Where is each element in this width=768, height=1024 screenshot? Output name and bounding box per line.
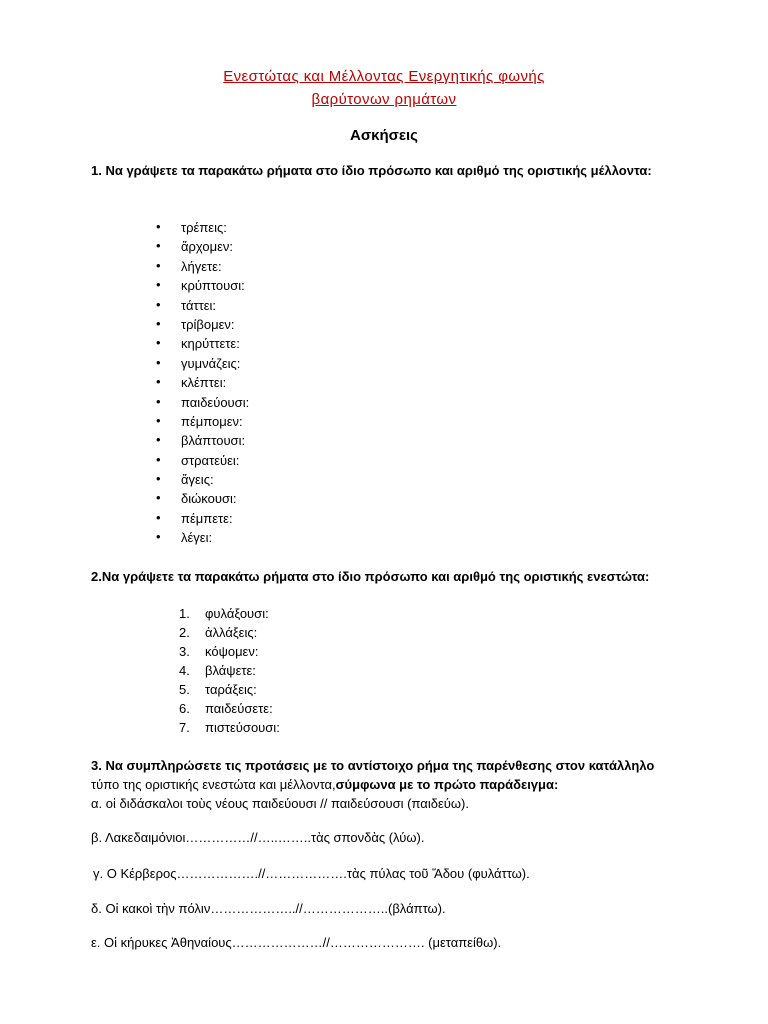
- bullet-icon: •: [156, 509, 161, 525]
- bullet-icon: •: [156, 257, 161, 273]
- exercise-1-instruction: 1. Να γράψετε τα παρακάτω ρήματα στο ίδιο πρόσωπο και αριθμό της οριστικής μέλλοντα:: [91, 163, 652, 178]
- exercise-3-instruction: [91, 757, 731, 794]
- bullet-icon: •: [156, 315, 161, 331]
- item-number: 5.: [179, 682, 190, 697]
- exercise-3-instruction-line-1: 3. Να συμπληρώσετε τις προτάσεις με το αντίστοιχο ρήμα της παρένθεσης στον κατάλληλο: [91, 758, 655, 773]
- bullet-icon: •: [156, 451, 161, 467]
- item-number: 3.: [179, 644, 190, 659]
- bullet-icon: •: [156, 471, 161, 487]
- exercise-3-instruction-line-2: τύπο της οριστικής ενεστώτα και μέλλοντα,: [91, 776, 336, 792]
- bullet-icon: •: [156, 238, 161, 254]
- bullet-icon: •: [156, 296, 161, 312]
- item-number: 7.: [179, 720, 190, 735]
- exercise-3-sentence: β. Λακεδαιμόνιοι……………//…..……..τὰς σπονδὰς (λύω).: [91, 830, 425, 845]
- item-number: 1.: [179, 606, 190, 621]
- exercise-3-sentence: γ. Ο Κέρβερος……………….//……………….τὰς πύλας τοῦ Ἅδου (φυλάττω).: [93, 866, 530, 881]
- bullet-icon: •: [156, 354, 161, 370]
- bullet-icon: •: [156, 219, 161, 234]
- bullet-icon: •: [156, 393, 161, 409]
- bullet-icon: •: [156, 335, 161, 351]
- bullet-icon: •: [156, 490, 161, 506]
- exercise-2-instruction: 2.Να γράψετε τα παρακάτω ρήματα στο ίδιο πρόσωπο και αριθμό της οριστικής ενεστώτα:: [91, 569, 650, 584]
- exercise-3-sentence: ε. Οἱ κήρυκες Ἀθηναίους…………………//…………………. (μεταπείθω).: [91, 935, 502, 950]
- exercise-3-instruction-emphasis: σύμφωνα με το πρώτο παράδειγμα:: [335, 776, 559, 792]
- document-title-line-1: Ενεστώτας και Μέλλοντας Ενεργητικής φωνής: [223, 68, 545, 85]
- exercises-heading: Ασκήσεις: [350, 127, 418, 144]
- exercise-3-example: α. οἱ διδάσκαλοι τοὺς νέους παιδεύουσι // παιδεύσουσι (παιδεύω).: [91, 796, 469, 811]
- bullet-icon: •: [156, 374, 161, 390]
- document-page: Ενεστώτας και Μέλλοντας Ενεργητικής φωνής βαρύτονων ρημάτων Ασκήσεις 1. Να γράψετε τα παρακάτω ρήματα στο ίδιο πρόσωπο και αριθμό της οριστικής μέλλοντα: • τρέπεις: • ἄρχομεν: • λήγετε: • κρύπτουσι: • τάττει: • τρίβομεν: • κηρύττετε: • γυμνάζεις: • κλέπτει: • παιδεύουσι: • πέμπομεν: • βλάπτουσι: • στρατεύει: • ἄγεις: • διώκουσι: • πέμπετε: • λέγει: 2.Να γράψετε τα παρακάτω ρήματα στο ίδιο πρόσωπο και αριθμό της οριστικής ενεστώτα: 1. φυλάξουσι: 2. ἀλλάξεις: 3. κόψομεν: 4. βλάψετε: 5. ταράξεις: 6. παιδεύσετε: 7. πιστεύσουσι: 3. Να συμπληρώσετε τις προτάσεις με το αντίστοιχο ρήμα της παρένθεσης στον κατάλληλο τύπο της οριστικής ενεστώτα και μέλλοντα,σύμφωνα με το πρώτο παράδειγμα: α. οἱ διδάσκαλοι τοὺς νέους παιδεύουσι // παιδεύσουσι (παιδεύω). β. Λακεδαιμόνιοι……………//…..……..τὰς σπονδὰς (λύω). γ. Ο Κέρβερος……………….//……………….τὰς πύλας τοῦ Ἅδου (φυλάττω). δ. Οἱ κακοὶ τὴν πόλιν………………..//………………..(βλάπτω). ε. Οἱ κήρυκες Ἀθηναίους…………………//…………………. (μεταπείθω).: [0, 0, 768, 1024]
- bullet-icon: •: [156, 277, 161, 293]
- bullet-icon: •: [156, 529, 161, 545]
- item-number: 4.: [179, 663, 190, 678]
- document-title-line-2: βαρύτονων ρημάτων: [311, 91, 457, 108]
- item-number: 2.: [179, 625, 190, 640]
- bullet-icon: •: [156, 412, 161, 428]
- item-number: 6.: [179, 701, 190, 716]
- exercise-3-sentence: δ. Οἱ κακοὶ τὴν πόλιν………………..//………………..(βλάπτω).: [91, 901, 446, 916]
- bullet-icon: •: [156, 432, 161, 448]
